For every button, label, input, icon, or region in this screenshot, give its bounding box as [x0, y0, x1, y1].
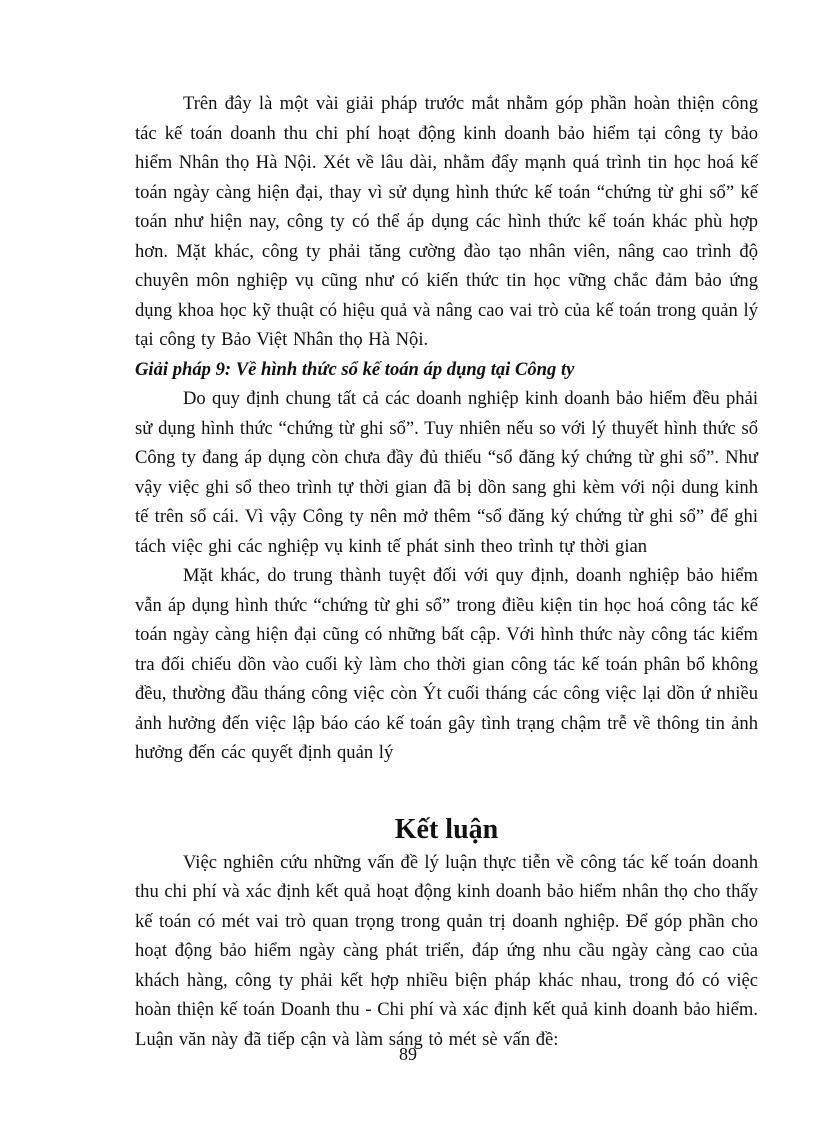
paragraph-conclusion: Việc nghiên cứu những vấn đề lý luận thực tiễn về công tác kế toán doanh thu chi phí và xác định kết quả hoạt động kinh doanh bảo hiểm nhân thọ cho thấy kế toán có mét vai trò quan trọng trong quản trị doanh nghiệp. Để góp phần cho hoạt động bảo hiểm ngày càng phát triển, đáp ứng nhu cầu ngày càng cao của khách hàng, công ty phải kết hợp nhiều biện pháp khác nhau, trong đó có việc hoàn thiện kế toán Doanh thu - Chi phí và xác định kết quả kinh doanh bảo hiểm. Luận văn này đã tiếp cận và làm sáng tỏ mét sè vấn đề: — [135, 851, 758, 1050]
page-content — [135, 89, 758, 1054]
page-number: 89 — [399, 1044, 417, 1064]
paragraph-limitations: Mặt khác, do trung thành tuyệt đối với quy định, doanh nghiệp bảo hiểm vẫn áp dụng hình thức “chứng từ ghi sổ” trong điều kiện tin học hoá công tác kế toán ngày càng hiện đại cũng có những bất cập. Với hình thức này công tác kiểm tra đối chiếu dồn vào cuối kỳ làm cho thời gian công tác kế toán phân bổ không đều, thường đầu tháng công việc còn Ýt cuối tháng các công việc lại dồn ứ nhiều ảnh hưởng đến việc lập báo cáo kế toán gây tình trạng chậm trễ về thông tin ảnh hưởng đến các quyết định quản lý — [135, 565, 758, 763]
paragraph-solutions-summary: Trên đây là một vài giải pháp trước mắt nhằm góp phần hoàn thiện công tác kế toán doanh thu chi phí hoạt động kinh doanh bảo hiểm tại công ty bảo hiểm Nhân thọ Hà Nội. Xét về lâu dài, nhằm đẩy mạnh quá trình tin học hoá kế toán ngày càng hiện đại, thay vì sử dụng hình thức kế toán “chứng từ ghi sổ” kế toán như hiện nay, công ty có thể áp dụng các hình thức kế toán khác phù hợp hơn. Mặt khác, công ty phải tăng cường đào tạo nhân viên, nâng cao trình độ chuyên môn nghiệp vụ cũng như có kiến thức tin học vững chắc đảm bảo ứng dụng khoa học kỹ thuật có hiệu quả và nâng cao vai trò của kế toán trong quản lý tại công ty Bảo Việt Nhân thọ Hà Nội. — [135, 93, 758, 350]
paragraph-ledger-form: Do quy định chung tất cả các doanh nghiệp kinh doanh bảo hiểm đều phải sử dụng hình thức “chứng từ ghi sổ”. Tuy nhiên nếu so với lý thuyết hình thức sổ Công ty đang áp dụng còn chưa đầy đủ thiếu “sổ đăng ký chứng từ ghi sổ”. Như vậy việc ghi sổ theo trình tự thời gian đã bị dồn sang ghi kèm với nội dung kinh tế trên sổ cái. Vì vậy Công ty nên mở thêm “sổ đăng ký chứng từ ghi sổ” để ghi tách việc ghi các nghiệp vụ kinh tế phát sinh theo trình tự thời gian — [135, 388, 758, 557]
conclusion-title: Kết luận — [394, 813, 499, 845]
solution-9-heading: Giải pháp 9: Về hình thức sổ kế toán áp dụng tại Công ty — [135, 358, 575, 380]
